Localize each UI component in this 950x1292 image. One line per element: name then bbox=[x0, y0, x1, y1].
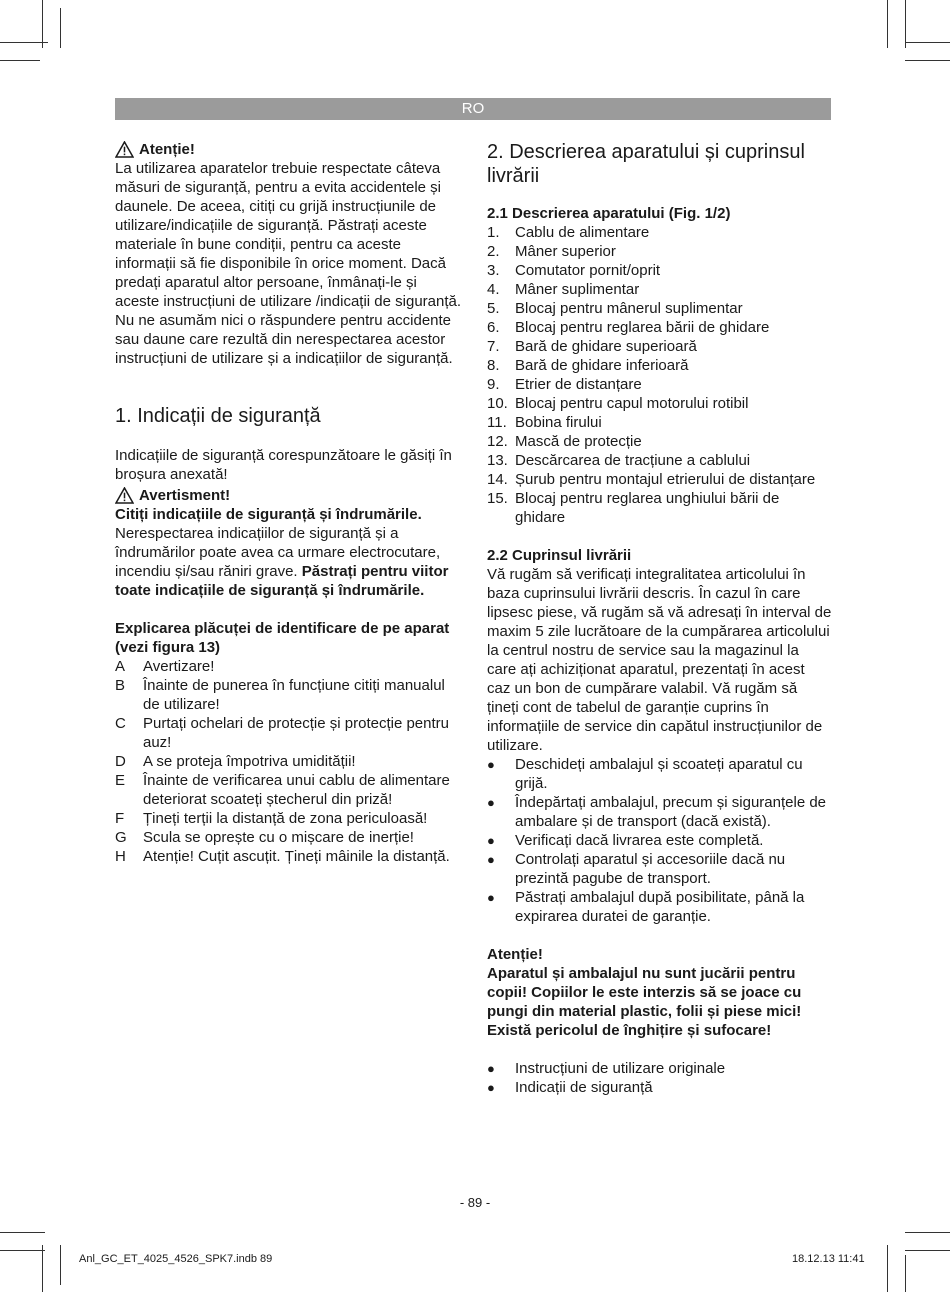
attention-heading bbox=[115, 140, 465, 159]
part-number: 4. bbox=[487, 281, 500, 298]
bullet-item bbox=[487, 1059, 832, 1078]
bullet-item bbox=[487, 850, 832, 888]
bullet-text: Indicații de siguranță bbox=[515, 1079, 653, 1096]
crop-mark bbox=[42, 1245, 43, 1292]
plate-item-text: Țineți terții la distanță de zona periculoasă! bbox=[143, 810, 428, 827]
crop-mark bbox=[0, 1250, 45, 1251]
part-text: Blocaj pentru mânerul suplimentar bbox=[515, 300, 743, 317]
part-item bbox=[487, 223, 832, 242]
footer-file-name: Anl_GC_ET_4025_4526_SPK7.indb 89 bbox=[79, 1253, 273, 1265]
part-item bbox=[487, 470, 832, 489]
crop-mark bbox=[0, 60, 40, 61]
plate-item-key: E bbox=[115, 772, 126, 789]
part-text: Bară de ghidare superioară bbox=[515, 338, 697, 355]
bullet-text: Verificați dacă livrarea este completă. bbox=[515, 832, 764, 849]
part-number: 12. bbox=[487, 433, 508, 450]
plate-item-text: Înainte de punerea în funcțiune citiți manualul de utilizare! bbox=[143, 677, 445, 713]
crop-mark bbox=[887, 1245, 888, 1292]
left-column bbox=[115, 140, 465, 866]
part-text: Descărcarea de tracțiune a cablului bbox=[515, 452, 751, 469]
plate-item-text: Avertizare! bbox=[143, 658, 215, 675]
part-text: Blocaj pentru reglarea unghiului bării de ghidare bbox=[515, 490, 780, 526]
crop-mark bbox=[0, 1232, 45, 1233]
crop-mark bbox=[0, 42, 48, 43]
bullet-text: Instrucțiuni de utilizare originale bbox=[515, 1060, 726, 1077]
bullet-text: Controlați aparatul și accesoriile dacă nu prezintă pagube de transport. bbox=[515, 851, 786, 887]
crop-mark bbox=[905, 0, 906, 48]
part-item bbox=[487, 299, 832, 318]
part-text: Cablu de alimentare bbox=[515, 224, 650, 241]
plate-item-key: G bbox=[115, 829, 127, 846]
language-header-bar bbox=[115, 98, 831, 120]
part-item bbox=[487, 432, 832, 451]
bullet-icon: ● bbox=[487, 757, 495, 772]
part-number: 10. bbox=[487, 395, 508, 412]
crop-mark bbox=[887, 0, 888, 48]
bullet-icon: ● bbox=[487, 795, 495, 810]
part-item bbox=[487, 413, 832, 432]
part-item bbox=[487, 261, 832, 280]
part-item bbox=[487, 375, 832, 394]
part-item bbox=[487, 451, 832, 470]
warning-paragraph bbox=[115, 505, 465, 600]
bullet-item bbox=[487, 888, 832, 926]
warning-bold-1: Citiți indicațiile de siguranță și îndrumările. bbox=[115, 506, 422, 523]
plate-item-text: A se proteja împotriva umidității! bbox=[143, 753, 356, 770]
crop-mark bbox=[42, 0, 43, 48]
part-number: 9. bbox=[487, 376, 500, 393]
part-item bbox=[487, 356, 832, 375]
bullet-text: Deschideți ambalajul și scoateți aparatul cu grijă. bbox=[515, 756, 803, 792]
bullet-item bbox=[487, 1078, 832, 1097]
plate-item-text: Scula se oprește cu o mișcare de inerție! bbox=[143, 829, 414, 846]
part-text: Mască de protecție bbox=[515, 433, 642, 450]
bullet-item bbox=[487, 831, 832, 850]
crop-mark bbox=[60, 1245, 61, 1285]
crop-mark bbox=[905, 60, 950, 61]
plate-item-key: D bbox=[115, 753, 126, 770]
section2-title bbox=[487, 140, 832, 188]
part-text: Blocaj pentru reglarea bării de ghidare bbox=[515, 319, 770, 336]
plate-list bbox=[115, 657, 465, 866]
part-text: Blocaj pentru capul motorului rotibil bbox=[515, 395, 749, 412]
part-item bbox=[487, 489, 832, 527]
part-item bbox=[487, 394, 832, 413]
bullet-icon: ● bbox=[487, 852, 495, 867]
part-text: Șurub pentru montajul etrierului de distanțare bbox=[515, 471, 816, 488]
section1-text: Indicațiile de siguranță corespunzătoare le găsiți în broșura anexată! bbox=[115, 447, 452, 483]
sub22-text: Vă rugăm să verificați integralitatea articolului în baza cuprinsului livrării descris. În cazul în care lipsesc piese, vă rugăm să vă adresați în interval de maxim 5 zile lucrătoare de la cumpărarea articolului la centrul nostru de service sau la magazinul la care ați achiziționat aparatul, prezentați în acest caz un bon de cumpărare valabil. Vă rugăm să țineți cont de tabelul de garanție cuprins în informațiile de service din capătul instrucțiunilor de utilizare. bbox=[487, 566, 832, 754]
part-text: Mâner suplimentar bbox=[515, 281, 640, 298]
section2-title-text: 2. Descrierea aparatului și cuprinsul livrării bbox=[487, 141, 805, 187]
language-label: RO bbox=[461, 100, 485, 117]
plate-item-key: F bbox=[115, 810, 125, 827]
crop-mark bbox=[905, 1255, 906, 1292]
plate-item bbox=[115, 714, 465, 752]
warning-triangle-icon bbox=[115, 141, 134, 158]
page-number: - 89 - bbox=[459, 1195, 491, 1210]
warning-title: Avertisment! bbox=[139, 487, 231, 504]
attention-title: Atenție! bbox=[139, 141, 195, 158]
warning-triangle-icon bbox=[115, 487, 134, 504]
part-text: Comutator pornit/oprit bbox=[515, 262, 661, 279]
delivery-steps-list bbox=[487, 755, 832, 926]
crop-mark bbox=[60, 8, 61, 48]
delivery-contents-list bbox=[487, 1059, 832, 1097]
part-number: 1. bbox=[487, 224, 500, 241]
attention2-title: Atenție! bbox=[487, 946, 543, 963]
bullet-item bbox=[487, 793, 832, 831]
part-number: 5. bbox=[487, 300, 500, 317]
part-text: Bară de ghidare inferioară bbox=[515, 357, 689, 374]
attention2-text: Aparatul și ambalajul nu sunt jucării pentru copii! Copiilor le este interzis să se joace cu pungi din material plastic, folii și piese mici! Există pericolul de înghițire și sufocare! bbox=[487, 965, 802, 1039]
plate-item-key: C bbox=[115, 715, 126, 732]
attention-text: La utilizarea aparatelor trebuie respectate câteva măsuri de siguranță, pentru a evita accidentele și daunele. De aceea, citiți cu grijă instrucțiunile de utilizare/indicațiile de siguranță. Păstrați aceste materiale în bune condiții, pentru ca aceste informații să fie disponibile în orice moment. Dacă predați aparatul altor persoane, înmânați-le și aceste instrucțiuni de utilizare /indicații de siguranță. Nu ne asumăm nici o răspundere pentru accidente sau daune care rezultă din nerespectarea acestor instrucțiuni de utilizare și a indicațiilor de siguranță. bbox=[115, 160, 462, 367]
plate-item-key: A bbox=[115, 658, 126, 675]
plate-item-text: Înainte de verificarea unui cablu de alimentare deteriorat scoateți ștecherul din priză! bbox=[143, 772, 450, 808]
part-item bbox=[487, 242, 832, 261]
part-number: 15. bbox=[487, 490, 508, 507]
part-item bbox=[487, 280, 832, 299]
part-number: 13. bbox=[487, 452, 508, 469]
plate-item-key: H bbox=[115, 848, 126, 865]
part-number: 3. bbox=[487, 262, 500, 279]
bullet-item bbox=[487, 755, 832, 793]
warning-bold-2: Păstrați pentru viitor toate indicațiile de siguranță și îndrumările. bbox=[115, 563, 449, 599]
plate-item bbox=[115, 809, 465, 828]
part-item bbox=[487, 318, 832, 337]
part-number: 8. bbox=[487, 357, 500, 374]
sub21-title: 2.1 Descrierea aparatului (Fig. 1/2) bbox=[487, 205, 731, 222]
bullet-icon: ● bbox=[487, 1080, 495, 1095]
plate-item bbox=[115, 771, 465, 809]
bullet-text: Păstrați ambalajul după posibilitate, până la expirarea duratei de garanție. bbox=[515, 889, 805, 925]
plate-item bbox=[115, 657, 465, 676]
plate-item bbox=[115, 828, 465, 847]
plate-item-text: Purtați ochelari de protecție și protecție pentru auz! bbox=[143, 715, 449, 751]
bullet-icon: ● bbox=[487, 890, 495, 905]
crop-mark bbox=[905, 1250, 950, 1251]
crop-mark bbox=[905, 42, 950, 43]
part-number: 2. bbox=[487, 243, 500, 260]
plate-item-key: B bbox=[115, 677, 126, 694]
bullet-text: Îndepărtați ambalajul, precum și siguranțele de ambalare și de transport (dacă există). bbox=[515, 794, 827, 830]
sub22-title: 2.2 Cuprinsul livrării bbox=[487, 547, 632, 564]
part-number: 11. bbox=[487, 414, 507, 431]
bullet-icon: ● bbox=[487, 1061, 495, 1076]
part-text: Etrier de distanțare bbox=[515, 376, 642, 393]
parts-list bbox=[487, 223, 832, 527]
part-item bbox=[487, 337, 832, 356]
part-number: 6. bbox=[487, 319, 500, 336]
section1-title: 1. Indicații de siguranță bbox=[115, 405, 321, 427]
part-text: Mâner superior bbox=[515, 243, 616, 260]
plate-item bbox=[115, 676, 465, 714]
warning-text: Nerespectarea indicațiilor de siguranță și a îndrumărilor poate avea ca urmare electrocutare, incendiu și/sau răniri grave. bbox=[115, 525, 441, 580]
bullet-icon: ● bbox=[487, 833, 495, 848]
plate-item bbox=[115, 752, 465, 771]
part-number: 7. bbox=[487, 338, 500, 355]
crop-mark bbox=[905, 1232, 950, 1233]
plate-item-text: Atenție! Cuțit ascuțit. Țineți mâinile la distanță. bbox=[143, 848, 450, 865]
right-column bbox=[487, 140, 832, 1097]
part-text: Bobina firului bbox=[515, 414, 602, 431]
part-number: 14. bbox=[487, 471, 508, 488]
plate-title: Explicarea plăcuței de identificare de pe aparat (vezi figura 13) bbox=[115, 620, 450, 656]
plate-item bbox=[115, 847, 465, 866]
warning-heading bbox=[115, 486, 465, 505]
footer-date-time: 18.12.13 11:41 bbox=[792, 1253, 865, 1265]
